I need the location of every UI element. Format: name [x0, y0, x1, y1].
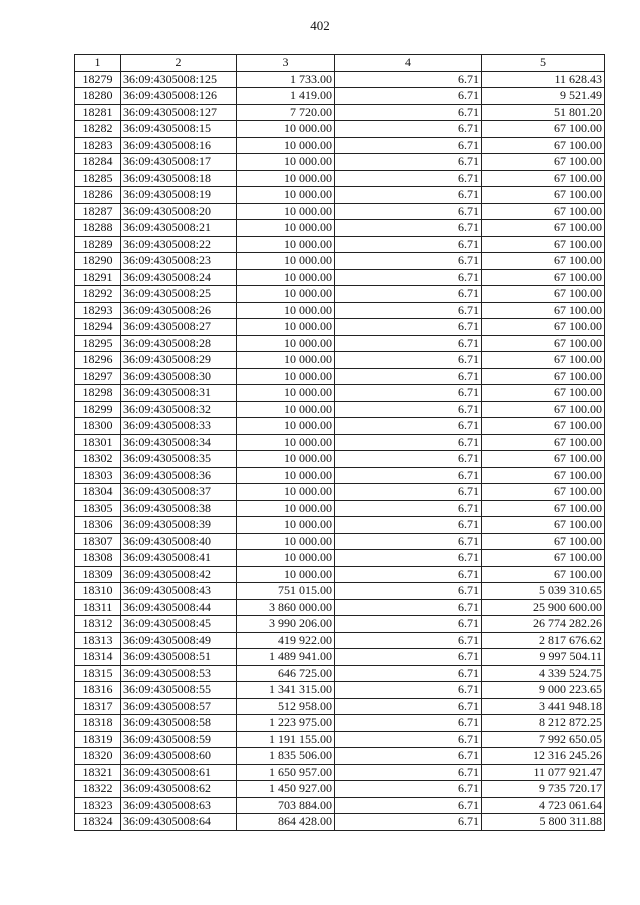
row-number-cell: 18298	[75, 385, 121, 402]
cadastral-number-cell: 36:09:4305008:126	[121, 88, 237, 105]
row-number-cell: 18307	[75, 533, 121, 550]
value-cell: 9 000 223.65	[482, 682, 605, 699]
cadastral-number-cell: 36:09:4305008:53	[121, 665, 237, 682]
table-row	[75, 368, 605, 385]
row-number-cell: 18279	[75, 71, 121, 88]
area-cell: 10 000.00	[237, 170, 335, 187]
value-cell: 67 100.00	[482, 170, 605, 187]
cadastral-number-cell: 36:09:4305008:41	[121, 550, 237, 567]
value-cell: 12 316 245.26	[482, 748, 605, 765]
table-row	[75, 731, 605, 748]
area-cell: 1 419.00	[237, 88, 335, 105]
value-cell: 67 100.00	[482, 335, 605, 352]
rate-cell: 6.71	[335, 236, 482, 253]
row-number-cell: 18301	[75, 434, 121, 451]
area-cell: 10 000.00	[237, 352, 335, 369]
value-cell: 67 100.00	[482, 451, 605, 468]
area-cell: 751 015.00	[237, 583, 335, 600]
cadastral-number-cell: 36:09:4305008:64	[121, 814, 237, 831]
cadastral-number-cell: 36:09:4305008:15	[121, 121, 237, 138]
row-number-cell: 18323	[75, 797, 121, 814]
table-row	[75, 665, 605, 682]
rate-cell: 6.71	[335, 286, 482, 303]
cadastral-number-cell: 36:09:4305008:62	[121, 781, 237, 798]
column-header: 2	[121, 55, 237, 72]
area-cell: 10 000.00	[237, 533, 335, 550]
column-header: 5	[482, 55, 605, 72]
cadastral-number-cell: 36:09:4305008:24	[121, 269, 237, 286]
area-cell: 10 000.00	[237, 368, 335, 385]
table-row	[75, 418, 605, 435]
value-cell: 67 100.00	[482, 137, 605, 154]
table-row	[75, 319, 605, 336]
value-cell: 4 723 061.64	[482, 797, 605, 814]
area-cell: 512 958.00	[237, 698, 335, 715]
value-cell: 67 100.00	[482, 385, 605, 402]
area-cell: 864 428.00	[237, 814, 335, 831]
table-row	[75, 748, 605, 765]
row-number-cell: 18316	[75, 682, 121, 699]
area-cell: 10 000.00	[237, 335, 335, 352]
cadastral-number-cell: 36:09:4305008:30	[121, 368, 237, 385]
rate-cell: 6.71	[335, 682, 482, 699]
rate-cell: 6.71	[335, 203, 482, 220]
table-row	[75, 104, 605, 121]
table-row	[75, 682, 605, 699]
table-row	[75, 781, 605, 798]
area-cell: 10 000.00	[237, 203, 335, 220]
cadastral-number-cell: 36:09:4305008:125	[121, 71, 237, 88]
value-cell: 11 077 921.47	[482, 764, 605, 781]
value-cell: 3 441 948.18	[482, 698, 605, 715]
table-row	[75, 764, 605, 781]
table-row	[75, 236, 605, 253]
row-number-cell: 18287	[75, 203, 121, 220]
area-cell: 10 000.00	[237, 286, 335, 303]
row-number-cell: 18291	[75, 269, 121, 286]
cadastral-number-cell: 36:09:4305008:16	[121, 137, 237, 154]
rate-cell: 6.71	[335, 418, 482, 435]
area-cell: 10 000.00	[237, 517, 335, 534]
value-cell: 51 801.20	[482, 104, 605, 121]
row-number-cell: 18305	[75, 500, 121, 517]
cadastral-number-cell: 36:09:4305008:38	[121, 500, 237, 517]
row-number-cell: 18295	[75, 335, 121, 352]
value-cell: 67 100.00	[482, 550, 605, 567]
area-cell: 1 733.00	[237, 71, 335, 88]
rate-cell: 6.71	[335, 533, 482, 550]
rate-cell: 6.71	[335, 302, 482, 319]
cadastral-number-cell: 36:09:4305008:39	[121, 517, 237, 534]
rate-cell: 6.71	[335, 154, 482, 171]
rate-cell: 6.71	[335, 797, 482, 814]
table-row	[75, 88, 605, 105]
table-row	[75, 220, 605, 237]
row-number-cell: 18281	[75, 104, 121, 121]
cadastral-number-cell: 36:09:4305008:19	[121, 187, 237, 204]
row-number-cell: 18315	[75, 665, 121, 682]
rate-cell: 6.71	[335, 649, 482, 666]
cadastral-number-cell: 36:09:4305008:59	[121, 731, 237, 748]
column-header: 4	[335, 55, 482, 72]
table-row	[75, 302, 605, 319]
row-number-cell: 18320	[75, 748, 121, 765]
rate-cell: 6.71	[335, 517, 482, 534]
row-number-cell: 18318	[75, 715, 121, 732]
row-number-cell: 18283	[75, 137, 121, 154]
area-cell: 10 000.00	[237, 236, 335, 253]
value-cell: 67 100.00	[482, 269, 605, 286]
cadastral-table	[74, 54, 605, 831]
row-number-cell: 18299	[75, 401, 121, 418]
row-number-cell: 18290	[75, 253, 121, 270]
row-number-cell: 18293	[75, 302, 121, 319]
rate-cell: 6.71	[335, 451, 482, 468]
table-row	[75, 71, 605, 88]
rate-cell: 6.71	[335, 335, 482, 352]
row-number-cell: 18303	[75, 467, 121, 484]
row-number-cell: 18313	[75, 632, 121, 649]
area-cell: 10 000.00	[237, 319, 335, 336]
rate-cell: 6.71	[335, 698, 482, 715]
cadastral-number-cell: 36:09:4305008:22	[121, 236, 237, 253]
row-number-cell: 18324	[75, 814, 121, 831]
row-number-cell: 18311	[75, 599, 121, 616]
row-number-cell: 18300	[75, 418, 121, 435]
cadastral-number-cell: 36:09:4305008:32	[121, 401, 237, 418]
value-cell: 11 628.43	[482, 71, 605, 88]
rate-cell: 6.71	[335, 731, 482, 748]
value-cell: 26 774 282.26	[482, 616, 605, 633]
table-row	[75, 154, 605, 171]
row-number-cell: 18286	[75, 187, 121, 204]
rate-cell: 6.71	[335, 748, 482, 765]
cadastral-number-cell: 36:09:4305008:58	[121, 715, 237, 732]
row-number-cell: 18282	[75, 121, 121, 138]
rate-cell: 6.71	[335, 500, 482, 517]
area-cell: 10 000.00	[237, 566, 335, 583]
area-cell: 1 341 315.00	[237, 682, 335, 699]
area-cell: 10 000.00	[237, 302, 335, 319]
value-cell: 67 100.00	[482, 484, 605, 501]
table-row	[75, 385, 605, 402]
row-number-cell: 18319	[75, 731, 121, 748]
rate-cell: 6.71	[335, 187, 482, 204]
cadastral-number-cell: 36:09:4305008:29	[121, 352, 237, 369]
row-number-cell: 18285	[75, 170, 121, 187]
area-cell: 10 000.00	[237, 269, 335, 286]
table-row	[75, 170, 605, 187]
area-cell: 10 000.00	[237, 500, 335, 517]
row-number-cell: 18302	[75, 451, 121, 468]
value-cell: 67 100.00	[482, 203, 605, 220]
rate-cell: 6.71	[335, 88, 482, 105]
table-row	[75, 451, 605, 468]
table-row	[75, 434, 605, 451]
cadastral-number-cell: 36:09:4305008:28	[121, 335, 237, 352]
area-cell: 1 223 975.00	[237, 715, 335, 732]
area-cell: 10 000.00	[237, 401, 335, 418]
value-cell: 67 100.00	[482, 434, 605, 451]
cadastral-number-cell: 36:09:4305008:36	[121, 467, 237, 484]
cadastral-number-cell: 36:09:4305008:25	[121, 286, 237, 303]
table-row	[75, 533, 605, 550]
rate-cell: 6.71	[335, 385, 482, 402]
table-row	[75, 632, 605, 649]
value-cell: 67 100.00	[482, 467, 605, 484]
area-cell: 10 000.00	[237, 550, 335, 567]
rate-cell: 6.71	[335, 665, 482, 682]
row-number-cell: 18306	[75, 517, 121, 534]
table-row	[75, 401, 605, 418]
area-cell: 10 000.00	[237, 484, 335, 501]
table-row	[75, 517, 605, 534]
area-cell: 1 650 957.00	[237, 764, 335, 781]
rate-cell: 6.71	[335, 599, 482, 616]
table-row	[75, 335, 605, 352]
value-cell: 5 800 311.88	[482, 814, 605, 831]
rate-cell: 6.71	[335, 467, 482, 484]
value-cell: 67 100.00	[482, 566, 605, 583]
cadastral-number-cell: 36:09:4305008:55	[121, 682, 237, 699]
table-row	[75, 698, 605, 715]
rate-cell: 6.71	[335, 220, 482, 237]
area-cell: 10 000.00	[237, 385, 335, 402]
cadastral-number-cell: 36:09:4305008:33	[121, 418, 237, 435]
cadastral-number-cell: 36:09:4305008:49	[121, 632, 237, 649]
table-row	[75, 550, 605, 567]
cadastral-number-cell: 36:09:4305008:31	[121, 385, 237, 402]
rate-cell: 6.71	[335, 170, 482, 187]
row-number-cell: 18292	[75, 286, 121, 303]
table-row	[75, 616, 605, 633]
row-number-cell: 18288	[75, 220, 121, 237]
rate-cell: 6.71	[335, 550, 482, 567]
cadastral-number-cell: 36:09:4305008:40	[121, 533, 237, 550]
cadastral-number-cell: 36:09:4305008:35	[121, 451, 237, 468]
row-number-cell: 18322	[75, 781, 121, 798]
rate-cell: 6.71	[335, 781, 482, 798]
area-cell: 1 835 506.00	[237, 748, 335, 765]
row-number-cell: 18317	[75, 698, 121, 715]
area-cell: 10 000.00	[237, 121, 335, 138]
table-row	[75, 203, 605, 220]
value-cell: 67 100.00	[482, 533, 605, 550]
cadastral-number-cell: 36:09:4305008:27	[121, 319, 237, 336]
rate-cell: 6.71	[335, 253, 482, 270]
row-number-cell: 18280	[75, 88, 121, 105]
rate-cell: 6.71	[335, 632, 482, 649]
table-row	[75, 484, 605, 501]
row-number-cell: 18308	[75, 550, 121, 567]
area-cell: 10 000.00	[237, 253, 335, 270]
table-row	[75, 814, 605, 831]
cadastral-number-cell: 36:09:4305008:23	[121, 253, 237, 270]
row-number-cell: 18312	[75, 616, 121, 633]
row-number-cell: 18314	[75, 649, 121, 666]
rate-cell: 6.71	[335, 352, 482, 369]
value-cell: 67 100.00	[482, 302, 605, 319]
area-cell: 10 000.00	[237, 137, 335, 154]
rate-cell: 6.71	[335, 121, 482, 138]
value-cell: 67 100.00	[482, 401, 605, 418]
area-cell: 646 725.00	[237, 665, 335, 682]
table-row	[75, 715, 605, 732]
cadastral-number-cell: 36:09:4305008:17	[121, 154, 237, 171]
value-cell: 67 100.00	[482, 187, 605, 204]
table-row	[75, 500, 605, 517]
cadastral-number-cell: 36:09:4305008:21	[121, 220, 237, 237]
column-header: 3	[237, 55, 335, 72]
cadastral-number-cell: 36:09:4305008:60	[121, 748, 237, 765]
rate-cell: 6.71	[335, 583, 482, 600]
area-cell: 10 000.00	[237, 154, 335, 171]
table-row	[75, 269, 605, 286]
cadastral-number-cell: 36:09:4305008:26	[121, 302, 237, 319]
row-number-cell: 18294	[75, 319, 121, 336]
value-cell: 67 100.00	[482, 418, 605, 435]
row-number-cell: 18304	[75, 484, 121, 501]
value-cell: 9 521.49	[482, 88, 605, 105]
rate-cell: 6.71	[335, 104, 482, 121]
cadastral-number-cell: 36:09:4305008:61	[121, 764, 237, 781]
cadastral-number-cell: 36:09:4305008:63	[121, 797, 237, 814]
value-cell: 9 735 720.17	[482, 781, 605, 798]
rate-cell: 6.71	[335, 71, 482, 88]
page-number: 402	[310, 18, 330, 33]
value-cell: 67 100.00	[482, 368, 605, 385]
value-cell: 67 100.00	[482, 220, 605, 237]
area-cell: 10 000.00	[237, 434, 335, 451]
row-number-cell: 18297	[75, 368, 121, 385]
value-cell: 7 992 650.05	[482, 731, 605, 748]
table-body	[75, 71, 605, 830]
value-cell: 2 817 676.62	[482, 632, 605, 649]
cadastral-number-cell: 36:09:4305008:43	[121, 583, 237, 600]
rate-cell: 6.71	[335, 616, 482, 633]
area-cell: 3 990 206.00	[237, 616, 335, 633]
value-cell: 67 100.00	[482, 121, 605, 138]
area-cell: 1 191 155.00	[237, 731, 335, 748]
value-cell: 67 100.00	[482, 517, 605, 534]
value-cell: 9 997 504.11	[482, 649, 605, 666]
area-cell: 1 450 927.00	[237, 781, 335, 798]
rate-cell: 6.71	[335, 814, 482, 831]
value-cell: 67 100.00	[482, 286, 605, 303]
cadastral-number-cell: 36:09:4305008:34	[121, 434, 237, 451]
area-cell: 10 000.00	[237, 451, 335, 468]
row-number-cell: 18284	[75, 154, 121, 171]
rate-cell: 6.71	[335, 269, 482, 286]
area-cell: 10 000.00	[237, 467, 335, 484]
row-number-cell: 18289	[75, 236, 121, 253]
table-row	[75, 352, 605, 369]
area-cell: 10 000.00	[237, 418, 335, 435]
row-number-cell: 18321	[75, 764, 121, 781]
area-cell: 7 720.00	[237, 104, 335, 121]
rate-cell: 6.71	[335, 566, 482, 583]
table-row	[75, 187, 605, 204]
table-row	[75, 467, 605, 484]
rate-cell: 6.71	[335, 137, 482, 154]
value-cell: 5 039 310.65	[482, 583, 605, 600]
value-cell: 4 339 524.75	[482, 665, 605, 682]
cadastral-number-cell: 36:09:4305008:45	[121, 616, 237, 633]
table-row	[75, 253, 605, 270]
cadastral-number-cell: 36:09:4305008:20	[121, 203, 237, 220]
cadastral-number-cell: 36:09:4305008:42	[121, 566, 237, 583]
row-number-cell: 18296	[75, 352, 121, 369]
rate-cell: 6.71	[335, 319, 482, 336]
value-cell: 67 100.00	[482, 154, 605, 171]
cadastral-number-cell: 36:09:4305008:37	[121, 484, 237, 501]
column-header: 1	[75, 55, 121, 72]
area-cell: 10 000.00	[237, 220, 335, 237]
area-cell: 1 489 941.00	[237, 649, 335, 666]
value-cell: 67 100.00	[482, 500, 605, 517]
cadastral-number-cell: 36:09:4305008:57	[121, 698, 237, 715]
rate-cell: 6.71	[335, 484, 482, 501]
value-cell: 25 900 600.00	[482, 599, 605, 616]
cadastral-number-cell: 36:09:4305008:51	[121, 649, 237, 666]
table-header-row	[75, 55, 605, 72]
table-row	[75, 286, 605, 303]
rate-cell: 6.71	[335, 434, 482, 451]
value-cell: 67 100.00	[482, 253, 605, 270]
area-cell: 3 860 000.00	[237, 599, 335, 616]
rate-cell: 6.71	[335, 715, 482, 732]
value-cell: 8 212 872.25	[482, 715, 605, 732]
value-cell: 67 100.00	[482, 236, 605, 253]
table-row	[75, 797, 605, 814]
table-row	[75, 599, 605, 616]
value-cell: 67 100.00	[482, 319, 605, 336]
row-number-cell: 18309	[75, 566, 121, 583]
rate-cell: 6.71	[335, 401, 482, 418]
rate-cell: 6.71	[335, 764, 482, 781]
area-cell: 703 884.00	[237, 797, 335, 814]
table-row	[75, 121, 605, 138]
cadastral-number-cell: 36:09:4305008:44	[121, 599, 237, 616]
table-row	[75, 583, 605, 600]
value-cell: 67 100.00	[482, 352, 605, 369]
table-row	[75, 137, 605, 154]
area-cell: 419 922.00	[237, 632, 335, 649]
area-cell: 10 000.00	[237, 187, 335, 204]
table-row	[75, 566, 605, 583]
table-row	[75, 649, 605, 666]
cadastral-number-cell: 36:09:4305008:127	[121, 104, 237, 121]
row-number-cell: 18310	[75, 583, 121, 600]
rate-cell: 6.71	[335, 368, 482, 385]
cadastral-number-cell: 36:09:4305008:18	[121, 170, 237, 187]
